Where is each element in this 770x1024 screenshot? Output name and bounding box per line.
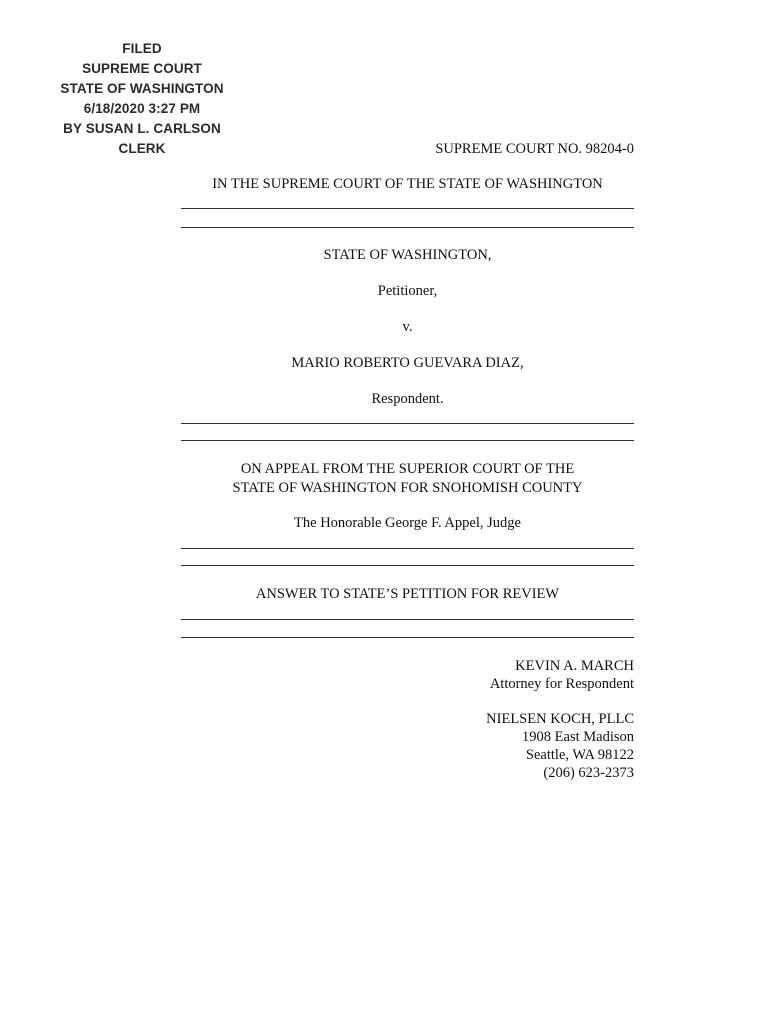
attorney-role: Attorney for Respondent: [489, 676, 634, 692]
caption-role-respondent: Respondent.: [371, 391, 444, 407]
stamp-line-filed: FILED: [122, 41, 162, 56]
stamp-line-clerk: CLERK: [118, 141, 166, 156]
stamp-line-clerk-name: BY SUSAN L. CARLSON: [63, 121, 221, 136]
caption-role-petitioner: Petitioner,: [377, 283, 438, 299]
divider-rule: [181, 637, 634, 638]
document-title: ANSWER TO STATE’S PETITION FOR REVIEW: [255, 586, 560, 602]
firm-city: Seattle, WA 98122: [525, 747, 634, 763]
divider-rule: [181, 548, 634, 549]
divider-rule: [181, 619, 634, 620]
firm-name: NIELSEN KOCH, PLLC: [486, 711, 634, 727]
caption-party-respondent: MARIO ROBERTO GUEVARA DIAZ,: [291, 355, 524, 371]
caption-party-petitioner: STATE OF WASHINGTON,: [323, 247, 492, 263]
divider-rule: [181, 208, 634, 209]
stamp-line-datetime: 6/18/2020 3:27 PM: [83, 101, 201, 116]
appeal-line-1: ON APPEAL FROM THE SUPERIOR COURT OF THE: [240, 461, 575, 477]
firm-phone: (206) 623-2373: [543, 765, 634, 781]
attorney-name: KEVIN A. MARCH: [515, 658, 634, 674]
caption-versus: v.: [402, 319, 413, 335]
firm-street: 1908 East Madison: [522, 729, 634, 745]
judge-line: The Honorable George F. Appel, Judge: [294, 515, 521, 531]
stamp-line-court: SUPREME COURT: [82, 61, 202, 76]
divider-rule: [181, 565, 634, 566]
case-number: SUPREME COURT NO. 98204-0: [435, 141, 634, 157]
divider-rule: [181, 423, 634, 424]
divider-rule: [181, 227, 634, 228]
divider-rule: [181, 440, 634, 441]
filing-stamp: [48, 39, 236, 159]
court-heading: IN THE SUPREME COURT OF THE STATE OF WASHINGTON: [212, 176, 603, 192]
appeal-line-2: STATE OF WASHINGTON FOR SNOHOMISH COUNTY: [232, 480, 583, 496]
stamp-line-state: STATE OF WASHINGTON: [60, 81, 224, 96]
